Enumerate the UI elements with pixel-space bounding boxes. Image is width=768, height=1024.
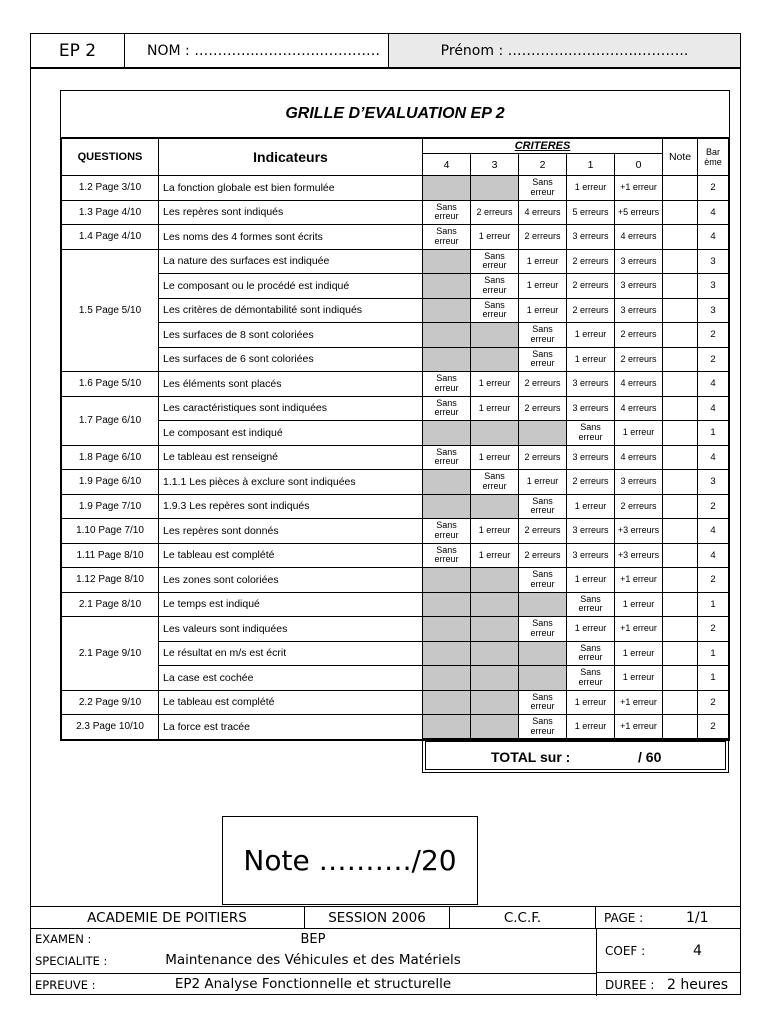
criteria-cell-0: 4 erreurs [615,396,663,421]
indicator-cell: Les surfaces de 8 sont coloriées [159,323,423,348]
table-row [62,323,729,348]
criteria-cell-2: Sans erreur [519,715,567,740]
question-cell: 1.11 Page 8/10 [62,543,159,568]
shaded-cell [423,715,471,740]
note-cell[interactable] [663,592,698,617]
criteria-cell-3: Sans erreur [471,249,519,274]
total-box [422,738,729,773]
shaded-cell [423,249,471,274]
bareme-cell: 3 [698,470,729,495]
shaded-cell [423,274,471,299]
note-header: Note [663,139,698,176]
shaded-cell [471,323,519,348]
grid-body [62,176,729,740]
criteria-cell-2: Sans erreur [519,690,567,715]
indicator-cell: La case est cochée [159,666,423,691]
note-cell[interactable] [663,249,698,274]
table-row [62,568,729,593]
criteria-cell-1: 2 erreurs [567,470,615,495]
criteria-cell-3: Sans erreur [471,274,519,299]
question-cell: 2.2 Page 9/10 [62,690,159,715]
note-cell[interactable] [663,494,698,519]
criteria-cell-4: Sans erreur [423,519,471,544]
criteria-cell-2: Sans erreur [519,617,567,642]
note-cell[interactable] [663,519,698,544]
question-cell: 2.1 Page 8/10 [62,592,159,617]
nom-field: NOM : …………..…………..………… [125,34,389,67]
table-row [62,470,729,495]
question-cell: 1.9 Page 6/10 [62,470,159,495]
criteria-cell-0: 1 erreur [615,666,663,691]
criteria-cell-4: Sans erreur [423,396,471,421]
page-value: 1/1 [686,909,709,926]
criteria-cell-1: 3 erreurs [567,445,615,470]
criteria-4-header: 4 [423,154,471,176]
indicator-cell: Le résultat en m/s est écrit [159,641,423,666]
note-cell[interactable] [663,298,698,323]
footer-divider [30,973,596,974]
criteria-cell-2: 2 erreurs [519,396,567,421]
shaded-cell [519,592,567,617]
question-cell: 1.10 Page 7/10 [62,519,159,544]
criteria-cell-4: Sans erreur [423,445,471,470]
coef-cell [596,929,741,973]
shaded-cell [519,641,567,666]
table-row [62,274,729,299]
bareme-cell: 2 [698,568,729,593]
exam-info [30,929,596,996]
shaded-cell [423,470,471,495]
criteria-cell-3: 2 erreurs [471,200,519,225]
criteria-2-header: 2 [519,154,567,176]
indicator-cell: La nature des surfaces est indiquée [159,249,423,274]
bareme-cell: 4 [698,200,729,225]
criteria-cell-2: Sans erreur [519,568,567,593]
question-cell: 1.6 Page 5/10 [62,372,159,397]
bareme-cell: 2 [698,176,729,201]
question-cell: 1.2 Page 3/10 [62,176,159,201]
shaded-cell [423,323,471,348]
specialite-label: SPECIALITE : [35,954,108,968]
criteria-cell-0: +1 erreur [615,176,663,201]
epreuve-value: EP2 Analyse Fonctionnelle et structurelle [174,976,452,992]
criteria-cell-1: Sans erreur [567,666,615,691]
criteria-cell-3: 1 erreur [471,519,519,544]
ccf: C.C.F. [450,907,596,929]
bareme-cell: 3 [698,298,729,323]
table-row [62,200,729,225]
question-cell: 1.12 Page 8/10 [62,568,159,593]
indicator-cell: La fonction globale est bien formulée [159,176,423,201]
question-cell: 2.1 Page 9/10 [62,617,159,691]
criteria-cell-2: Sans erreur [519,323,567,348]
table-row [62,666,729,691]
criteria-cell-2: 1 erreur [519,274,567,299]
note-cell[interactable] [663,323,698,348]
table-row [62,690,729,715]
criteres-header: CRITERES [423,139,663,154]
bareme-cell: 4 [698,372,729,397]
bareme-header: Bar ème [698,139,729,176]
indicateurs-header: Indicateurs [159,139,423,176]
coef-value: 4 [693,942,702,959]
bareme-cell: 2 [698,715,729,740]
note-cell[interactable] [663,176,698,201]
bareme-cell: 2 [698,347,729,372]
criteria-cell-2: 1 erreur [519,470,567,495]
bareme-cell: 2 [698,690,729,715]
criteria-cell-0: +1 erreur [615,715,663,740]
criteria-cell-1: 3 erreurs [567,225,615,250]
criteria-cell-2: Sans erreur [519,347,567,372]
table-row [62,176,729,201]
page-header [30,33,741,69]
criteria-cell-2: 1 erreur [519,298,567,323]
question-cell: 1.7 Page 6/10 [62,396,159,445]
criteria-cell-1: 2 erreurs [567,249,615,274]
coef-label: COEF : [605,943,646,958]
criteria-cell-4: Sans erreur [423,200,471,225]
question-cell: 1.5 Page 5/10 [62,249,159,372]
criteria-cell-0: 4 erreurs [615,445,663,470]
table-row [62,641,729,666]
criteria-cell-1: 1 erreur [567,568,615,593]
criteria-cell-0: 4 erreurs [615,372,663,397]
shaded-cell [423,298,471,323]
criteria-cell-2: 2 erreurs [519,543,567,568]
shaded-cell [471,568,519,593]
indicator-cell: La force est tracée [159,715,423,740]
note-cell[interactable] [663,396,698,421]
table-row [62,249,729,274]
criteria-cell-1: 2 erreurs [567,298,615,323]
duree-label: DUREE : [605,977,655,992]
shaded-cell [423,176,471,201]
criteria-cell-0: 4 erreurs [615,225,663,250]
bareme-cell: 4 [698,519,729,544]
criteria-cell-3: 1 erreur [471,396,519,421]
indicator-cell: Le temps est indiqué [159,592,423,617]
table-row [62,421,729,446]
criteria-1-header: 1 [567,154,615,176]
table-row [62,543,729,568]
criteria-cell-2: Sans erreur [519,176,567,201]
shaded-cell [423,421,471,446]
question-cell: 1.8 Page 6/10 [62,445,159,470]
evaluation-grid [60,90,730,741]
note-cell[interactable] [663,372,698,397]
criteria-3-header: 3 [471,154,519,176]
examen-value: BEP [300,932,326,947]
criteria-cell-2: 2 erreurs [519,519,567,544]
indicator-cell: Le composant est indiqué [159,421,423,446]
criteria-cell-0: 3 erreurs [615,470,663,495]
bareme-cell: 2 [698,617,729,642]
criteria-cell-0: +1 erreur [615,690,663,715]
criteria-cell-1: Sans erreur [567,641,615,666]
criteria-cell-1: 1 erreur [567,347,615,372]
criteria-cell-2: 4 erreurs [519,200,567,225]
criteria-cell-0: 1 erreur [615,421,663,446]
shaded-cell [471,494,519,519]
indicator-cell: Les valeurs sont indiquées [159,617,423,642]
bareme-cell: 3 [698,274,729,299]
table-row [62,347,729,372]
shaded-cell [471,592,519,617]
note-cell[interactable] [663,690,698,715]
question-cell: 1.4 Page 4/10 [62,225,159,250]
criteria-cell-3: 1 erreur [471,225,519,250]
criteria-cell-2: Sans erreur [519,494,567,519]
epreuve-label: EPREUVE : [35,978,96,992]
criteria-cell-0: +1 erreur [615,617,663,642]
criteria-cell-1: 5 erreurs [567,200,615,225]
criteria-cell-2: 2 erreurs [519,372,567,397]
shaded-cell [471,666,519,691]
bareme-cell: 2 [698,323,729,348]
criteria-cell-4: Sans erreur [423,543,471,568]
note-cell[interactable] [663,347,698,372]
question-cell: 2.3 Page 10/10 [62,715,159,740]
bareme-cell: 3 [698,249,729,274]
criteria-cell-0: +3 erreurs [615,519,663,544]
bareme-cell: 2 [698,494,729,519]
criteria-cell-3: Sans erreur [471,298,519,323]
total-label: TOTAL sur : [491,749,571,765]
duree-cell [596,973,741,996]
session: SESSION 2006 [305,907,450,929]
criteria-cell-1: 1 erreur [567,617,615,642]
criteria-cell-1: 3 erreurs [567,519,615,544]
shaded-cell [423,641,471,666]
criteria-cell-0: 1 erreur [615,592,663,617]
ep-label: EP 2 [31,34,125,67]
indicator-cell: Le composant ou le procédé est indiqué [159,274,423,299]
shaded-cell [423,494,471,519]
criteria-cell-1: 3 erreurs [567,396,615,421]
table-row [62,445,729,470]
note-cell[interactable] [663,543,698,568]
table-row [62,396,729,421]
shaded-cell [423,568,471,593]
indicator-cell: Les noms des 4 formes sont écrits [159,225,423,250]
note-cell[interactable] [663,200,698,225]
criteria-cell-1: 1 erreur [567,494,615,519]
table-row [62,715,729,740]
note-cell[interactable] [663,470,698,495]
duree-value: 2 heures [667,976,729,993]
bareme-cell: 4 [698,225,729,250]
criteria-cell-3: 1 erreur [471,372,519,397]
bareme-cell: 1 [698,421,729,446]
note-cell[interactable] [663,421,698,446]
criteria-cell-3: 1 erreur [471,543,519,568]
note-cell[interactable] [663,641,698,666]
criteria-cell-2: 1 erreur [519,249,567,274]
examen-label: EXAMEN : [35,932,92,946]
note-cell[interactable] [663,617,698,642]
indicator-cell: Les critères de démontabilité sont indiqués [159,298,423,323]
criteria-cell-0: 3 erreurs [615,298,663,323]
criteria-cell-1: 2 erreurs [567,274,615,299]
criteria-cell-0: 2 erreurs [615,494,663,519]
criteria-cell-0: 2 erreurs [615,323,663,348]
bareme-cell: 1 [698,641,729,666]
shaded-cell [423,347,471,372]
criteria-cell-1: 1 erreur [567,323,615,348]
academie: ACADEMIE DE POITIERS [30,907,305,929]
shaded-cell [471,641,519,666]
table-row [62,519,729,544]
indicator-cell: Les repères sont indiqués [159,200,423,225]
criteria-cell-1: 1 erreur [567,715,615,740]
shaded-cell [471,715,519,740]
criteria-cell-2: 2 erreurs [519,225,567,250]
shaded-cell [519,666,567,691]
criteria-cell-3: Sans erreur [471,470,519,495]
question-cell: 1.3 Page 4/10 [62,200,159,225]
prenom-field: Prénom : …………..…………..……….. [389,34,740,67]
criteria-cell-0: 3 erreurs [615,274,663,299]
criteria-cell-4: Sans erreur [423,372,471,397]
shaded-cell [471,347,519,372]
shaded-cell [423,617,471,642]
note-cell[interactable] [663,568,698,593]
table-row [62,372,729,397]
indicator-cell: 1.1.1 Les pièces à exclure sont indiquées [159,470,423,495]
indicator-cell: Le tableau est complété [159,690,423,715]
shaded-cell [471,690,519,715]
note-cell[interactable] [663,274,698,299]
shaded-cell [471,176,519,201]
indicator-cell: Les zones sont coloriées [159,568,423,593]
note-box: Note ………./20 [222,816,478,905]
criteria-cell-1: Sans erreur [567,421,615,446]
criteria-cell-3: 1 erreur [471,445,519,470]
page-cell [596,907,741,929]
bareme-cell: 4 [698,543,729,568]
criteria-cell-1: 3 erreurs [567,543,615,568]
total-value: / 60 [638,749,662,765]
indicator-cell: 1.9.3 Les repères sont indiqués [159,494,423,519]
table-row [62,298,729,323]
criteria-cell-4: Sans erreur [423,225,471,250]
criteria-cell-1: 3 erreurs [567,372,615,397]
specialite-value: Maintenance des Véhicules et des Matériels [165,952,461,968]
criteria-cell-1: Sans erreur [567,592,615,617]
note-cell[interactable] [663,666,698,691]
bareme-cell: 1 [698,592,729,617]
shaded-cell [519,421,567,446]
grid-title: GRILLE D’EVALUATION EP 2 [61,91,729,138]
criteria-cell-0: 3 erreurs [615,249,663,274]
note-cell[interactable] [663,445,698,470]
question-cell: 1.9 Page 7/10 [62,494,159,519]
page-label: PAGE : [604,910,644,925]
bareme-cell: 1 [698,666,729,691]
shaded-cell [423,690,471,715]
note-cell[interactable] [663,225,698,250]
shaded-cell [471,421,519,446]
criteria-0-header: 0 [615,154,663,176]
footer [30,906,741,995]
shaded-cell [423,666,471,691]
table-row [62,592,729,617]
criteria-cell-0: +1 erreur [615,568,663,593]
evaluation-table [61,138,729,740]
criteria-cell-0: 2 erreurs [615,347,663,372]
shaded-cell [471,617,519,642]
table-row [62,225,729,250]
note-cell[interactable] [663,715,698,740]
table-row [62,494,729,519]
indicator-cell: Les éléments sont placés [159,372,423,397]
indicator-cell: Les caractéristiques sont indiquées [159,396,423,421]
criteria-cell-0: 1 erreur [615,641,663,666]
criteria-cell-0: +3 erreurs [615,543,663,568]
criteria-cell-1: 1 erreur [567,176,615,201]
indicator-cell: Le tableau est complété [159,543,423,568]
indicator-cell: Le tableau est renseigné [159,445,423,470]
indicator-cell: Les repères sont donnés [159,519,423,544]
criteria-cell-0: +5 erreurs [615,200,663,225]
questions-header: QUESTIONS [62,139,159,176]
indicator-cell: Les surfaces de 6 sont coloriées [159,347,423,372]
shaded-cell [423,592,471,617]
bareme-cell: 4 [698,445,729,470]
bareme-cell: 4 [698,396,729,421]
table-row [62,617,729,642]
criteria-cell-1: 1 erreur [567,690,615,715]
criteria-cell-2: 2 erreurs [519,445,567,470]
